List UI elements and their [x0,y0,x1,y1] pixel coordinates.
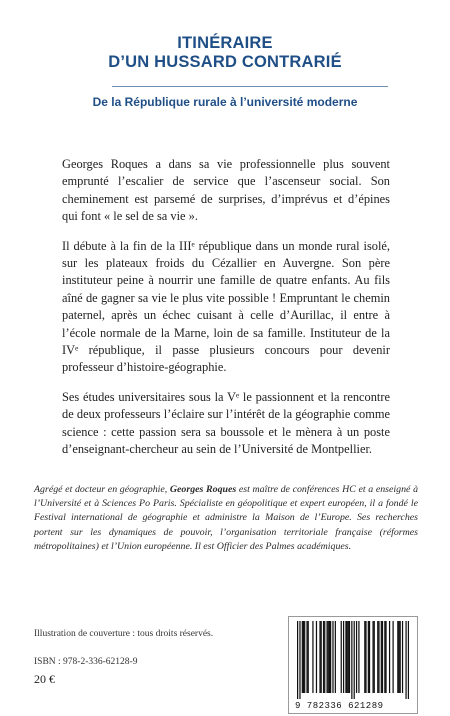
barcode-bar [364,621,365,693]
barcode-bar [335,621,336,693]
barcode-bar [330,621,331,693]
barcode-bar [348,621,349,693]
barcode-bar [329,621,330,693]
barcode-bar [328,621,329,693]
barcode-bar [316,621,317,693]
barcode-bar [397,621,398,693]
barcode-bar [377,621,378,693]
bio-intro: Agrégé et docteur en géographie, [34,484,170,495]
barcode-bar [405,621,406,699]
barcode-bar [351,621,352,699]
barcode-bar [374,621,375,693]
barcode-bar [302,621,303,693]
barcode-bar [341,621,342,693]
barcode-bar [308,621,309,693]
barcode-bar [402,621,403,693]
barcode-bar [303,621,304,693]
barcode-bar [356,621,357,693]
barcode-bar [345,621,346,693]
author-name: Georges Roques [169,484,237,495]
blurb-paragraph-2: Il débute à la fin de la IIIᵉ république dans un monde rural isolé, sur les plateaux froids du Cézallier en Auvergne. Son père instituteur peine à nourrir une famille de quatre enfants. Au fils aîné de gagner sa vie le plus vite possible ! Empruntant le chemin paternel, après un échec cuisant à celle d’Aurillac, il entre à l’école normale de la Marne, loin de sa famille. Instituteur de la IVᵉ république, il passe plusieurs concours pour devenir professeur d’histoire-géographie. [62,238,390,375]
barcode-bar [349,621,350,693]
barcode-bar [389,621,390,693]
barcode-bar [297,621,298,699]
illustration-credits: Illustration de couverture : tous droits réservés. [34,629,214,639]
barcode-bar [347,621,348,693]
author-bio [34,483,418,554]
barcode-bar [381,621,382,693]
barcode-bar [354,621,355,699]
barcode-bar [384,621,385,693]
barcode-bar [369,621,370,693]
title-line-2: D’UN HUSSARD CONTRARIÉ [108,53,342,71]
barcode [288,616,418,714]
barcode-bar [382,621,383,693]
barcode-bar [365,621,366,693]
barcode-bar [372,621,373,693]
barcode-bar [324,621,325,693]
barcode-bar [312,621,313,693]
barcode-bar [392,621,393,693]
barcode-bar [326,621,327,693]
book-subtitle: De la République rurale à l’université moderne [92,95,358,109]
blurb-paragraph-3: Ses études universitaires sous la Vᵉ le passionnent et la rencontre de deux professeurs l’éclaire sur l’intérêt de la géographie comme science : cette passion sera sa boussole et le mènera à un poste d’enseignant-chercheur au sein de l’Université de Montpellier. [62,389,390,457]
book-title [0,34,450,72]
title-divider [112,86,388,87]
barcode-bar [332,621,333,693]
barcode-bar [378,621,379,693]
barcode-digits: 9 782336 621289 [295,701,384,711]
barcode-bar [385,621,386,693]
bio-rest: est maître de conférences HC et a enseigné à l’Université et à Sciences Po Paris. Spécialiste en géopolitique et expert européen, il a fondé le Festival international de géographie et administre la Maison de l’Europe. Ses recherches portent sur les dynamiques de pouvoir, l’organisation territoriale française (réformes métropolitaines) et l’Union européenne. Il est Officier des Palmes académiques. [34,484,419,552]
barcode-bar [398,621,399,693]
barcode-bar [358,621,359,693]
barcode-bars [297,621,409,699]
barcode-bar [323,621,324,693]
barcode-bar [368,621,369,693]
barcode-bar [306,621,307,693]
barcode-bar [319,621,320,693]
blurb [62,156,390,471]
barcode-bar [321,621,322,693]
barcode-bar [299,621,300,699]
barcode-bar [343,621,344,693]
title-block [0,34,450,72]
blurb-paragraph-1: Georges Roques a dans sa vie professionnelle plus souvent emprunté l’escalier de service que l’ascenseur social. Son cheminement est parsemé de surprises, d’imprévus et d’épines qui font « le sel de sa vie ». [62,157,390,224]
price: 20 € [34,672,55,686]
isbn: ISBN : 978-2-336-62128-9 [34,657,138,667]
barcode-bar [304,621,305,693]
barcode-bar [408,621,409,699]
barcode-bar [400,621,401,693]
title-line-1: ITINÉRAIRE [177,34,273,52]
